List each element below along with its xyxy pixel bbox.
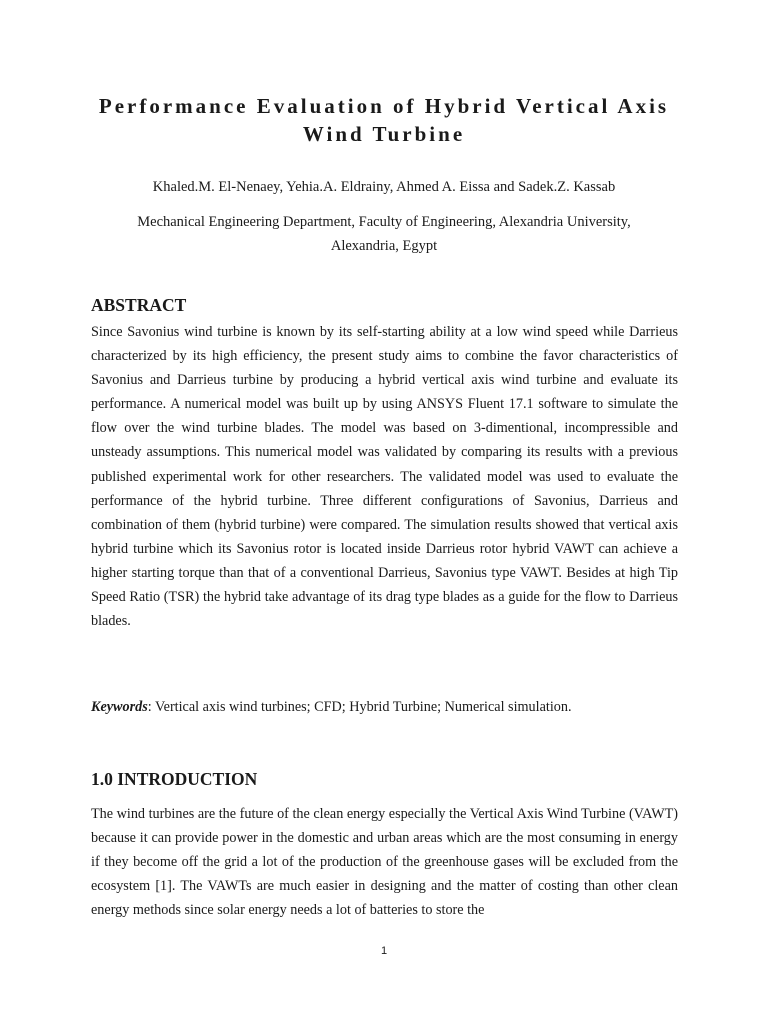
paper-title-line-2: Wind Turbine	[302, 122, 466, 146]
introduction-text: The wind turbines are the future of the clean energy especially the Vertical Axis Wind Turbine (VAWT) because it can provide power in the domestic and urban areas which are the most consuming in energy if they become off the grid a lot of the production of the greenhouse gases will be excluded from the ecosystem [1]. The VAWTs are much easier in designing and the matter of costing than other clean energy methods since solar energy needs a lot of batteries to store the	[91, 806, 678, 919]
page-number: 1	[380, 945, 388, 957]
abstract-text: Since Savonius wind turbine is known by its self-starting ability at a low wind speed while Darrieus characterized by its high efficiency, the present study aims to combine the favor characteristics of Savonius and Darrieus turbine by producing a hybrid vertical axis wind turbine and evaluate its performance. A numerical model was built up by using ANSYS Fluent 17.1 software to simulate the flow over the wind turbine blades. The model was based on 3-dimentional, incompressible and unsteady assumptions. This numerical model was validated by comparing its results with a previous published experimental work for other researchers. The validated model was used to evaluate the performance of the hybrid turbine. Three different configurations of Savonius, Darrieus and combination of them (hybrid turbine) were compared. The simulation results showed that vertical axis hybrid turbine which its Savonius rotor is located inside Darrieus rotor hybrid VAWT can achieve a higher starting torque than that of a conventional Darrieus, Savonius type VAWT. Besides at high Tip Speed Ratio (TSR) the hybrid take advantage of its drag type blades as a guide for the flow to Darrieus blades.	[91, 324, 678, 630]
affiliation	[110, 210, 658, 258]
keywords-text: : Vertical axis wind turbines; CFD; Hybrid Turbine; Numerical simulation.	[147, 699, 572, 715]
author-list: Khaled.M. El-Nenaey, Yehia.A. Eldrainy, Ahmed A. Eissa and Sadek.Z. Kassab	[152, 179, 616, 195]
paper-title-line-1: Performance Evaluation of Hybrid Vertical Axis	[98, 94, 670, 118]
affiliation-line-2: Alexandria, Egypt	[330, 238, 438, 254]
keywords-label: Keywords	[91, 699, 148, 715]
abstract-heading: ABSTRACT	[91, 295, 187, 315]
keywords	[91, 697, 678, 717]
paper-title	[60, 92, 708, 148]
introduction-heading: 1.0 INTRODUCTION	[91, 769, 258, 789]
affiliation-line-1: Mechanical Engineering Department, Faculty of Engineering, Alexandria University,	[137, 214, 631, 230]
